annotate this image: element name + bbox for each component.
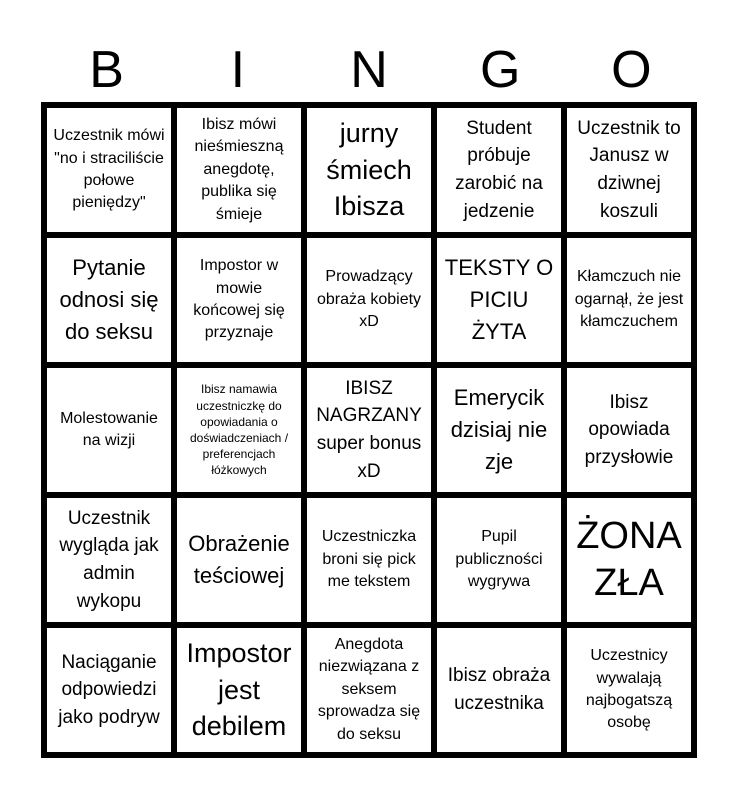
- bingo-cell-r2c2[interactable]: [177, 238, 301, 362]
- cell-text: Uczestnik mówi "no i straciliście połowe pieniędzy": [53, 127, 165, 212]
- bingo-cell-r2c3[interactable]: [307, 238, 431, 362]
- bingo-board: [41, 102, 697, 758]
- cell-text: Prowadzący obraża kobiety xD: [316, 268, 422, 331]
- bingo-cell-r5c3[interactable]: [307, 628, 431, 752]
- cell-text: Anegdota niezwiązana z seksem sprowadza się do seksu: [317, 636, 421, 743]
- bingo-cell-r1c5[interactable]: [567, 108, 691, 232]
- bingo-cell-r3c2[interactable]: [177, 368, 301, 492]
- header-letter-b: B: [89, 41, 124, 99]
- bingo-cell-r2c5[interactable]: [567, 238, 691, 362]
- bingo-cell-r1c4[interactable]: [437, 108, 561, 232]
- bingo-cell-r1c2[interactable]: [177, 108, 301, 232]
- cell-text: Ibisz mówi nieśmieszną anegdotę, publika się śmieje: [194, 116, 284, 223]
- bingo-cell-r3c1[interactable]: [47, 368, 171, 492]
- cell-text: jurny śmiech Ibisza: [326, 118, 412, 222]
- bingo-cell-r4c2[interactable]: [177, 498, 301, 622]
- cell-text: Uczestnik to Janusz w dziwnej koszuli: [577, 117, 681, 222]
- header-letter-n: N: [350, 41, 388, 99]
- cell-text: Uczestnik wygląda jak admin wykopu: [59, 507, 159, 612]
- cell-text: Uczestniczka broni się pick me tekstem: [321, 528, 417, 591]
- cell-text: Pytanie odnosi się do seksu: [59, 255, 159, 344]
- bingo-cell-r3c3[interactable]: [307, 368, 431, 492]
- bingo-cell-r2c4[interactable]: [437, 238, 561, 362]
- cell-text: Pupil publiczności wygrywa: [455, 528, 543, 591]
- cell-text: TEKSTY O PICIU ŻYTA: [444, 255, 554, 344]
- cell-text: Ibisz namawia uczestniczkę do opowiadania o doświadczeniach / preferencjach łóżkowych: [189, 382, 289, 478]
- cell-text: Impostor w mowie końcowej się przyznaje: [193, 257, 285, 342]
- header-letter-g: G: [479, 41, 521, 99]
- bingo-cell-r4c4[interactable]: [437, 498, 561, 622]
- header-letter-o: O: [611, 41, 652, 99]
- cell-text: Uczestnicy wywalają najbogatszą osobę: [585, 647, 673, 732]
- bingo-cell-r3c5[interactable]: [567, 368, 691, 492]
- cell-text: Kłamczuch nie ogarnął, że jest kłamczuchem: [574, 268, 684, 331]
- bingo-cell-r1c3[interactable]: [307, 108, 431, 232]
- cell-text: Impostor jest debilem: [186, 638, 292, 742]
- cell-text: Ibisz opowiada przysłowie: [584, 391, 674, 468]
- cell-text: Ibisz obraża uczestnika: [447, 665, 551, 714]
- bingo-cell-r4c3[interactable]: [307, 498, 431, 622]
- cell-text: Molestowanie na wizji: [60, 409, 158, 449]
- cell-text: Student próbuje zarobić na jedzenie: [455, 117, 543, 222]
- bingo-cell-r5c1[interactable]: [47, 628, 171, 752]
- bingo-header: [41, 38, 697, 102]
- cell-text: ŻONA ZŁA: [576, 514, 682, 604]
- cell-text: Emerycik dzisiaj nie zje: [450, 385, 548, 474]
- bingo-cell-r4c5[interactable]: [567, 498, 691, 622]
- bingo-cell-r2c1[interactable]: [47, 238, 171, 362]
- bingo-cell-r4c1[interactable]: [47, 498, 171, 622]
- bingo-cell-r1c1[interactable]: [47, 108, 171, 232]
- bingo-cell-r5c5[interactable]: [567, 628, 691, 752]
- cell-text: Obrażenie teściowej: [188, 531, 290, 588]
- bingo-cell-r5c4[interactable]: [437, 628, 561, 752]
- bingo-cell-r5c2[interactable]: [177, 628, 301, 752]
- cell-text: Naciąganie odpowiedzi jako podryw: [58, 651, 160, 728]
- bingo-cell-r3c4[interactable]: [437, 368, 561, 492]
- header-letter-i: I: [230, 41, 246, 99]
- cell-text: IBISZ NAGRZANY super bonus xD: [316, 377, 422, 482]
